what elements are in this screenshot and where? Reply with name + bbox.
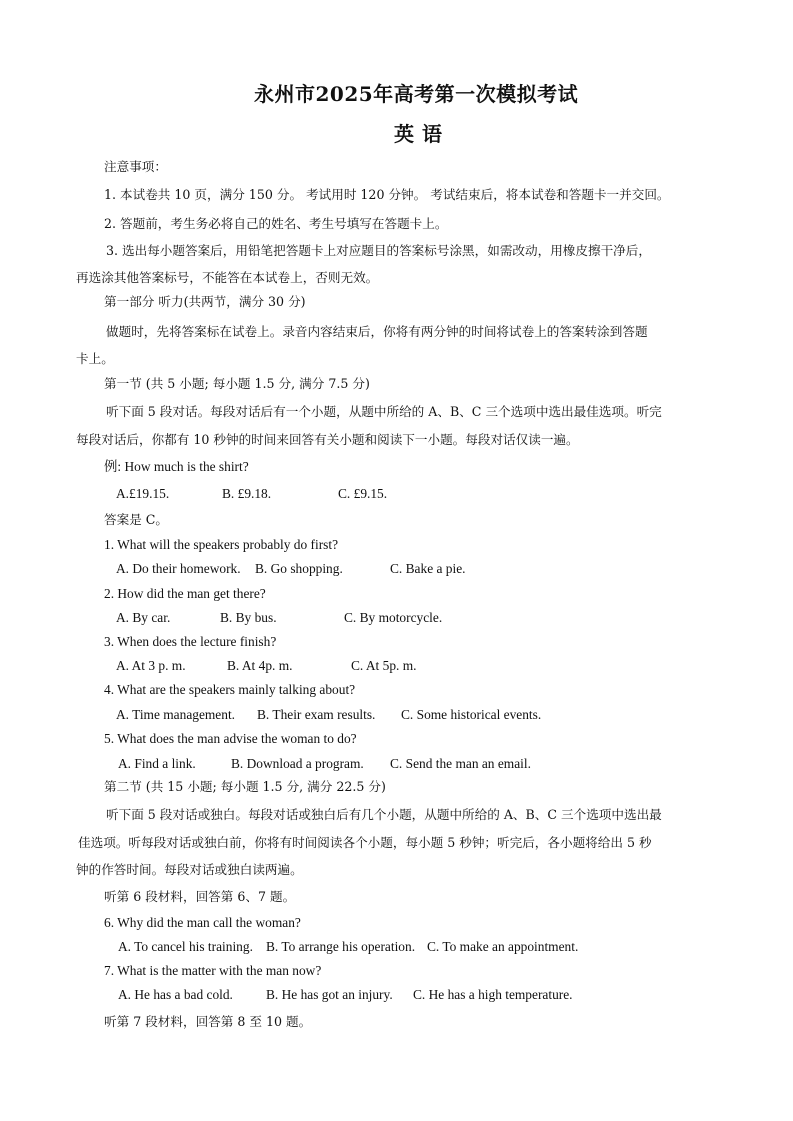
question-6: 6. Why did the man call the woman? bbox=[104, 915, 301, 930]
question-6-option-a: A. To cancel his training. bbox=[118, 939, 253, 954]
example-answer: 答案是 C。 bbox=[104, 512, 169, 527]
material-7-instruction: 听第 7 段材料，回答第 8 至 10 题。 bbox=[104, 1014, 312, 1029]
question-1-option-a: A. Do their homework. bbox=[116, 561, 241, 576]
subject-title: 英 语 bbox=[394, 122, 443, 146]
part1-intro-line-2: 卡上。 bbox=[76, 351, 114, 366]
section2-intro-line-3: 钟的作答时间。每段对话或独白读两遍。 bbox=[76, 862, 303, 877]
question-6-option-c: C. To make an appointment. bbox=[427, 939, 579, 954]
question-3-option-c: C. At 5p. m. bbox=[351, 658, 417, 673]
page-title: 永州市2025年高考第一次模拟考试 bbox=[254, 82, 579, 106]
question-2-option-b: B. By bus. bbox=[220, 610, 277, 625]
notice-item-3-line-1: 3. 选出每小题答案后，用铅笔把答题卡上对应题目的答案标号涂黑，如需改动，用橡皮擦干净后， bbox=[106, 243, 651, 258]
question-3-option-a: A. At 3 p. m. bbox=[116, 658, 186, 673]
question-5-option-a: A. Find a link. bbox=[118, 756, 196, 771]
question-1: 1. What will the speakers probably do first? bbox=[104, 537, 339, 552]
notice-item-2: 2. 答题前，考生务必将自己的姓名、考生号填写在答题卡上。 bbox=[104, 216, 448, 231]
question-5: 5. What does the man advise the woman to do? bbox=[104, 731, 357, 746]
question-2: 2. How did the man get there? bbox=[104, 586, 266, 601]
section1-intro-line-2: 每段对话后，你都有 10 秒钟的时间来回答有关小题和阅读下一小题。每段对话仅读一遍。 bbox=[76, 432, 579, 447]
question-2-option-a: A. By car. bbox=[116, 610, 171, 625]
section2-intro-line-2: 佳选项。听每段对话或独白前，你将有时间阅读各个小题，每小题 5 秒钟；听完后，各小题将给出 5 秒 bbox=[78, 835, 652, 850]
material-6-instruction: 听第 6 段材料，回答第 6、7 题。 bbox=[104, 889, 296, 904]
example-option-b: B. £9.18. bbox=[222, 486, 272, 501]
section2-heading: 第二节 (共 15 小题; 每小题 1.5 分, 满分 22.5 分) bbox=[104, 779, 386, 794]
question-1-option-b: B. Go shopping. bbox=[255, 561, 343, 576]
question-4: 4. What are the speakers mainly talking about? bbox=[104, 682, 356, 697]
section1-heading: 第一节 (共 5 小题; 每小题 1.5 分, 满分 7.5 分) bbox=[104, 376, 370, 391]
question-1-option-c: C. Bake a pie. bbox=[390, 561, 466, 576]
example-option-a: A.£19.15. bbox=[116, 486, 170, 501]
section1-intro-line-1: 听下面 5 段对话。每段对话后有一个小题，从题中所给的 A、B、C 三个选项中选出最佳选项。听完 bbox=[106, 404, 662, 419]
question-5-option-b: B. Download a program. bbox=[231, 756, 364, 771]
part1-intro-line-1: 做题时，先将答案标在试卷上。录音内容结束后，你将有两分钟的时间将试卷上的答案转涂到答题 bbox=[106, 324, 648, 339]
notice-item-1: 1. 本试卷共 10 页，满分 150 分。 考试用时 120 分钟。 考试结束后，将本试卷和答题卡一并交回。 bbox=[104, 187, 670, 202]
question-7-option-a: A. He has a bad cold. bbox=[118, 987, 233, 1002]
question-7-option-b: B. He has got an injury. bbox=[266, 987, 393, 1002]
question-4-option-c: C. Some historical events. bbox=[401, 707, 542, 722]
question-5-option-c: C. Send the man an email. bbox=[390, 756, 531, 771]
notice-item-3-line-2: 再选涂其他答案标号，不能答在本试卷上，否则无效。 bbox=[76, 270, 379, 285]
question-7-option-c: C. He has a high temperature. bbox=[413, 987, 573, 1002]
part1-heading: 第一部分 听力(共两节，满分 30 分) bbox=[104, 294, 306, 309]
question-2-option-c: C. By motorcycle. bbox=[344, 610, 443, 625]
section2-intro-line-1: 听下面 5 段对话或独白。每段对话或独白后有几个小题，从题中所给的 A、B、C 三个选项中选出最 bbox=[106, 807, 662, 822]
example-question: 例: How much is the shirt? bbox=[104, 459, 249, 474]
question-4-option-a: A. Time management. bbox=[116, 707, 236, 722]
notice-heading: 注意事项： bbox=[104, 159, 167, 174]
example-option-c: C. £9.15. bbox=[338, 486, 388, 501]
question-4-option-b: B. Their exam results. bbox=[257, 707, 376, 722]
question-7: 7. What is the matter with the man now? bbox=[104, 963, 322, 978]
question-3: 3. When does the lecture finish? bbox=[104, 634, 277, 649]
question-6-option-b: B. To arrange his operation. bbox=[266, 939, 416, 954]
question-3-option-b: B. At 4p. m. bbox=[227, 658, 293, 673]
